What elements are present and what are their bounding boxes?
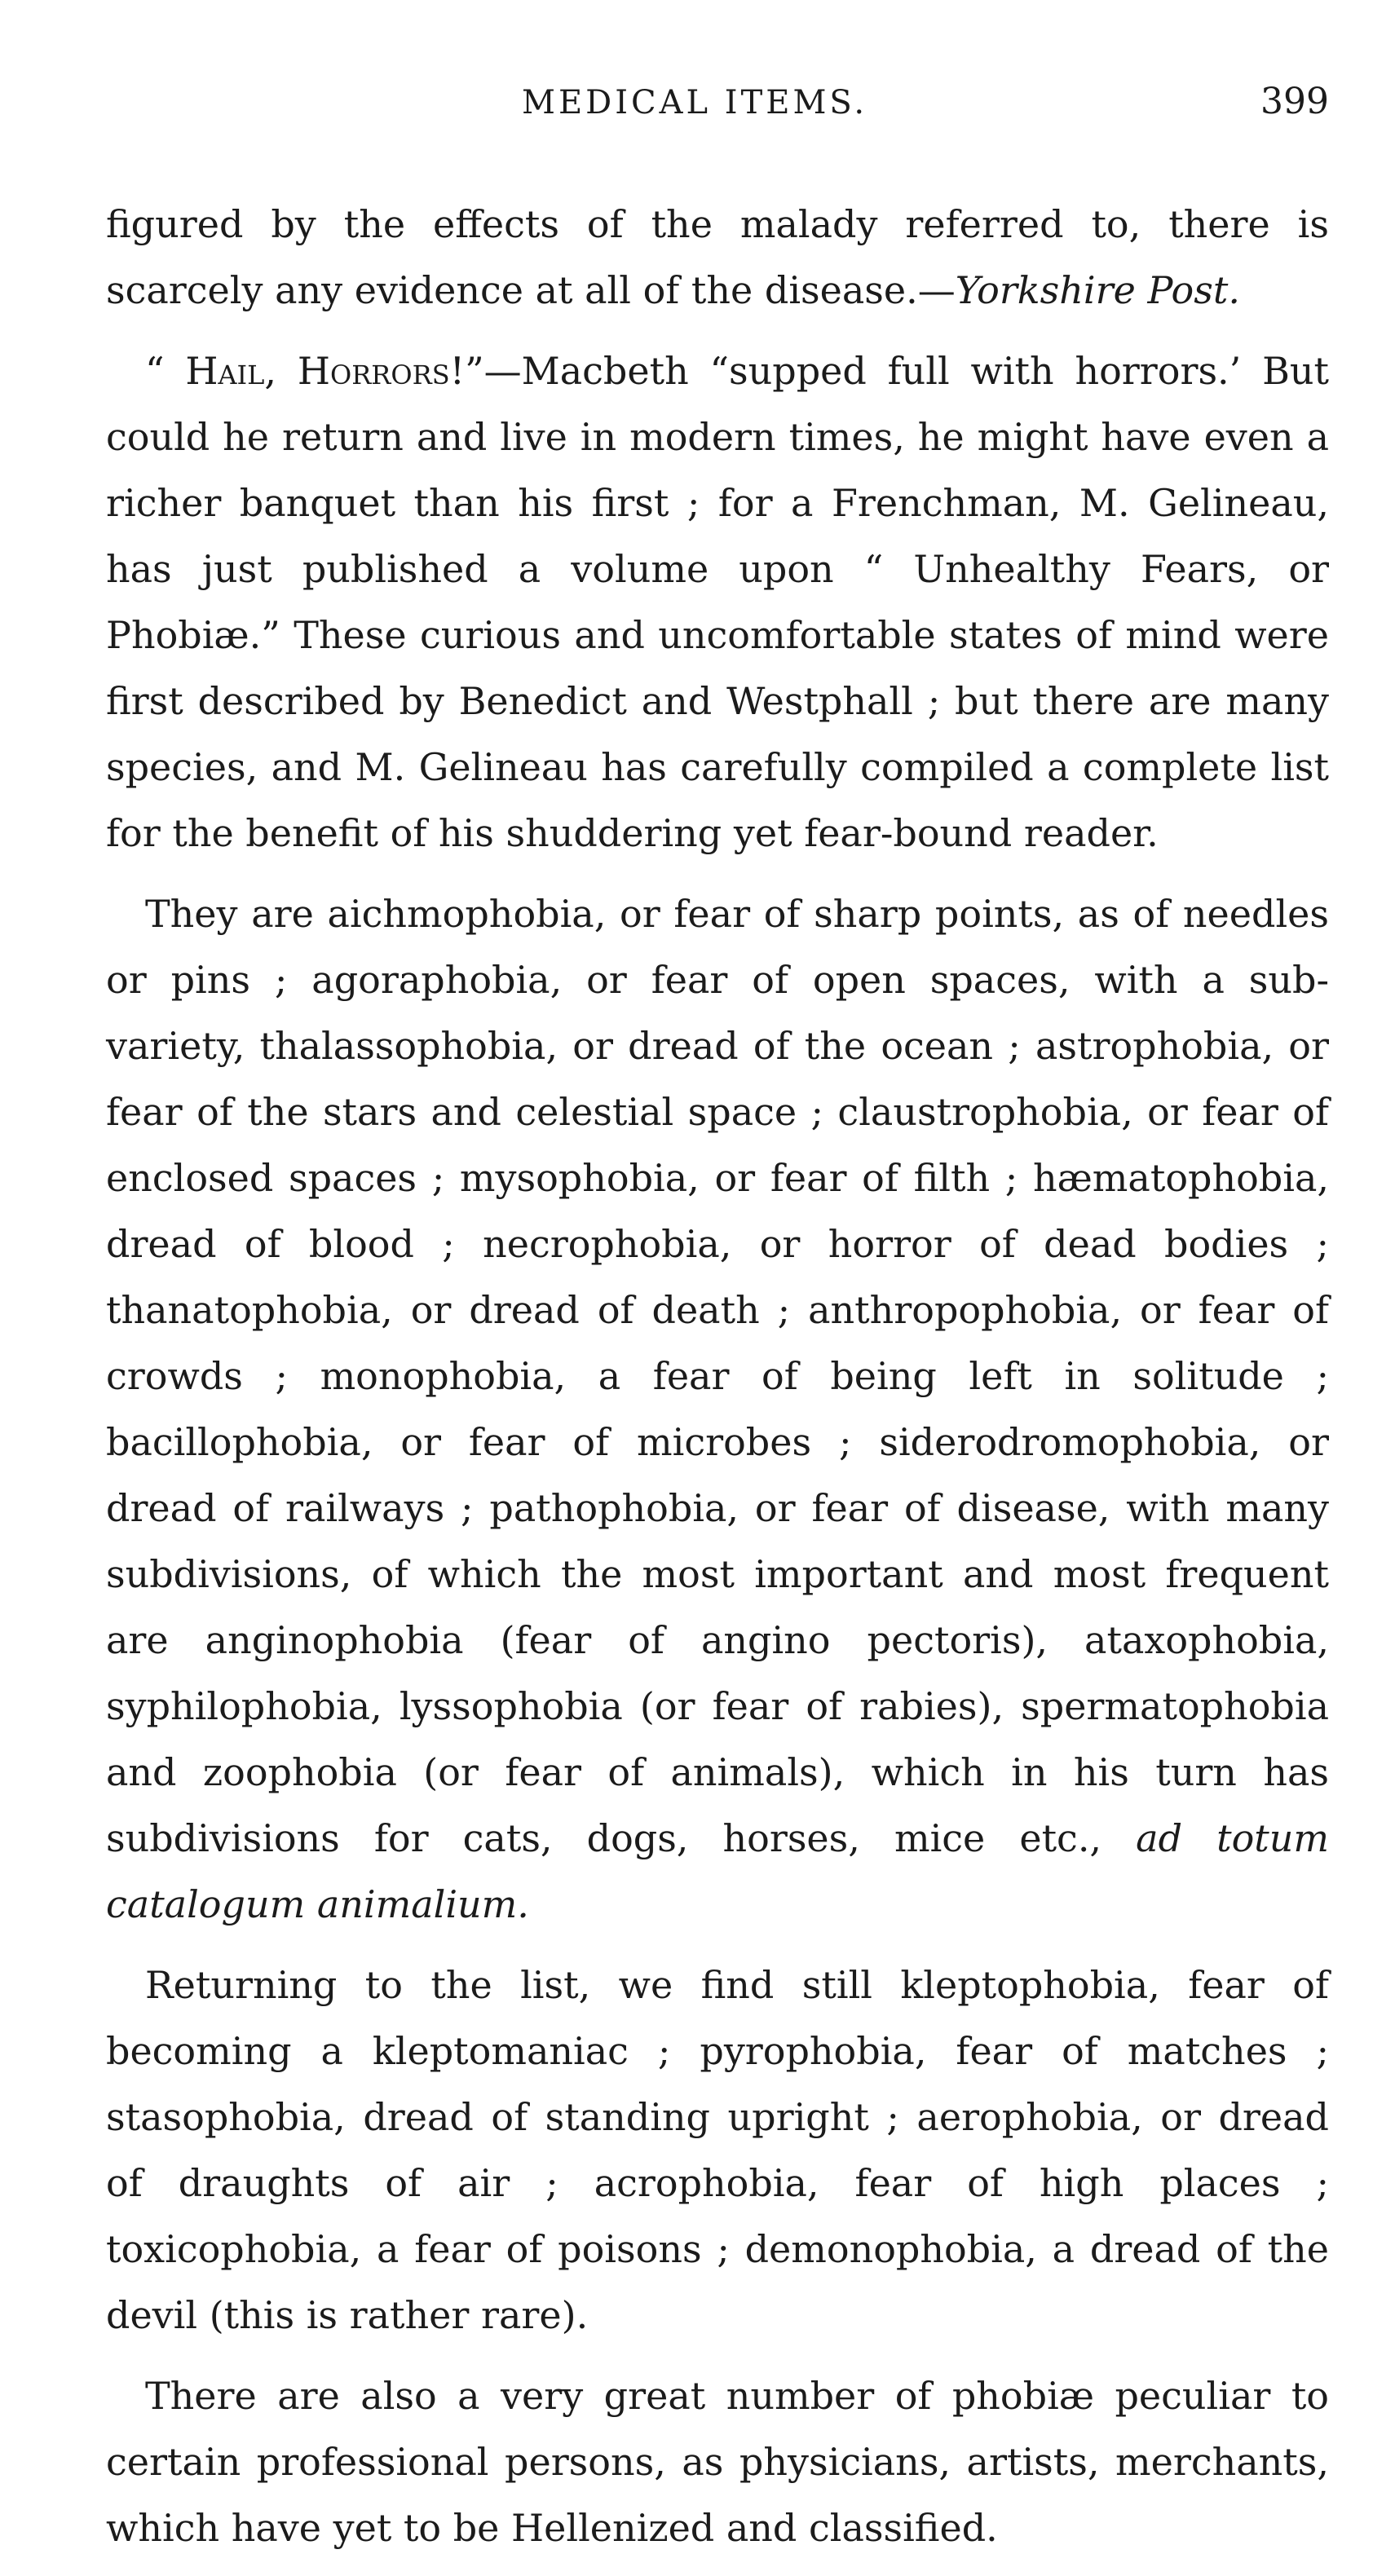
source-citation: Yorkshire Post. bbox=[955, 268, 1240, 312]
paragraph-2-lead: Hail, Horrors bbox=[185, 349, 450, 393]
paragraph-2-text: !”—Macbeth “supped full with horrors.’ But could he return and live in modern times, he might have even a richer banquet than his first ; for a Frenchman, M. Gelineau, has just published a volume upon “ Unhealthy Fears, or Phobiæ.” These curious and uncomfortable states of mind were first described by Benedict and Westphall ; but there are many species, and M. Gelineau has carefully compiled a complete list for the benefit of his shuddering yet fear-bound reader. bbox=[106, 349, 1330, 855]
paragraph-3-text: They are aichmophobia, or fear of sharp points, as of needles or pins ; agoraphobia, or fear of open spaces, with a sub-variety, thalassophobia, or dread of the ocean ; astrophobia, or fear of the stars and celestial space ; claustrophobia, or fear of enclosed spaces ; mysophobia, or fear of filth ; hæmatophobia, dread of blood ; necrophobia, or horror of dead bodies ; thanatophobia, or dread of death ; anthropophobia, or fear of crowds ; monophobia, a fear of being left in solitude ; bacillophobia, or fear of microbes ; siderodromophobia, or dread of railways ; pathophobia, or fear of disease, with many subdivisions, of which the most important and most frequent are anginophobia (fear of angino pectoris), ataxophobia, syphilophobia, lyssophobia (or fear of rabies), spermatophobia and zoophobia (or fear of animals), which in his turn has subdivisions for cats, dogs, horses, mice etc., bbox=[106, 892, 1329, 1860]
paragraph-5-text: There are also a very great number of phobiæ peculiar to certain professional persons, as physicians, artists, merchants, which have yet to be Hellenized and classified. bbox=[106, 2374, 1329, 2550]
paragraph-2: “ Hail, Horrors!”—Macbeth “supped full with horrors.’ But could he return and live in modern times, he might have even a richer banquet than his first ; for a Frenchman, M. Gelineau, has just published a volume upon “ Unhealthy Fears, or Phobiæ.” These curious and uncomfortable states of mind were first described by Benedict and Westphall ; but there are many species, and M. Gelineau has carefully compiled a complete list for the benefit of his shuddering yet fear-bound reader. bbox=[106, 349, 1330, 855]
paragraph-4-text: Returning to the list, we find still kleptophobia, fear of becoming a kleptomaniac ; pyrophobia, fear of matches ; stasophobia, dread of standing upright ; aerophobia, or dread of draughts of air ; acrophobia, fear of high places ; toxicophobia, a fear of poisons ; demonophobia, a dread of the devil (this is rather rare). bbox=[106, 1963, 1329, 2337]
paragraph-1 bbox=[106, 192, 1329, 324]
running-head: MEDICAL ITEMS. bbox=[522, 84, 868, 121]
paragraph-4 bbox=[106, 1952, 1329, 2349]
paragraph-1-text: figured by the effects of the malady referred to, there is scarcely any evidence at all of the disease.— bbox=[106, 202, 1329, 312]
body-text bbox=[106, 192, 1329, 2561]
paragraph-3 bbox=[106, 881, 1329, 1938]
paragraph-5 bbox=[106, 2363, 1329, 2561]
page-header bbox=[106, 77, 1329, 143]
book-page bbox=[106, 77, 1329, 2576]
page-number: 399 bbox=[1260, 81, 1329, 122]
latin-phrase: ad totum catalogum animalium. bbox=[106, 1816, 1329, 1926]
